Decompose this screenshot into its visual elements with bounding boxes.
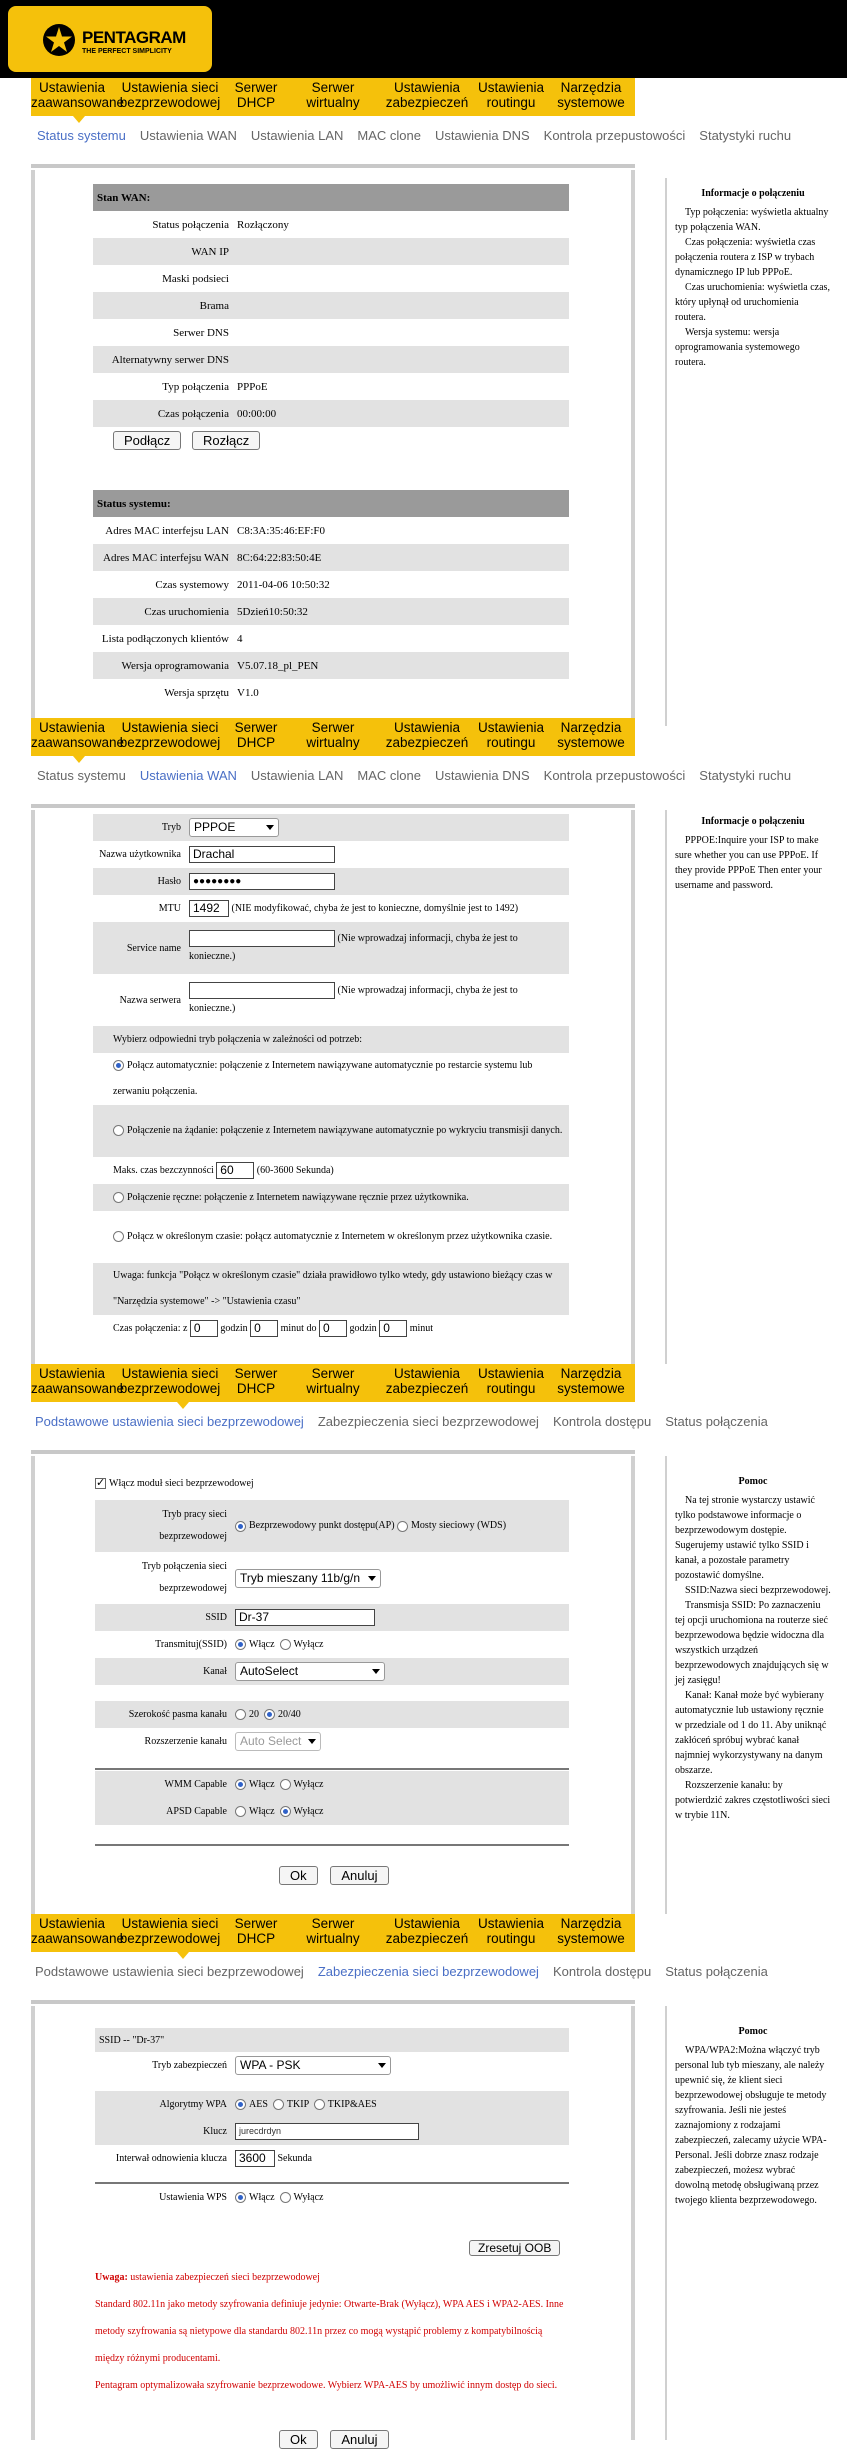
tab-status[interactable]: Status systemu (37, 768, 126, 783)
menu-wireless[interactable]: Ustawienia sieci bezprzewodowej (119, 720, 221, 750)
key-interval-input[interactable]: 3600 (235, 2150, 275, 2167)
main-menu (31, 1914, 635, 1952)
uptime-value: 5Dzień10:50:32 (233, 598, 569, 625)
idle-label: Maks. czas bezczynności (113, 1164, 214, 1176)
brand-logo (8, 6, 212, 72)
chevron-down-icon (266, 825, 274, 830)
key-input[interactable]: jurecdrdyn (235, 2123, 419, 2140)
minutes-label: minut (409, 1322, 434, 1334)
help-text: WPA/WPA2:Można włączyć tryb personal lub tyb mieszany, ale należy upewnić się, że klient sieci bezprzewodowej obsługuje te metody szyfrowania. Jeśli nie jesteś zaznajomiony z rodzajami zabezpieczeń, zalecamy użycie WPA-Personal. Jeśli dobrze znasz rodzaje zabezpieczeń, możesz wybrać dowolną metodę obsługiwaną przez twojego klienta bezprzewodowego. (675, 2045, 827, 2206)
row-label: Adres MAC interfejsu LAN (105, 524, 229, 537)
tab-bandwidth[interactable]: Kontrola przepustowości (543, 128, 686, 143)
help-panel (665, 1456, 839, 1914)
menu-virtual-server[interactable]: Serwer wirtualny (306, 1916, 360, 1946)
broadcast-off-radio[interactable] (280, 1639, 291, 1650)
timed-note: Uwaga: funkcja "Połącz w określonym czasie" działa prawidłowo tylko wtedy, gdy ustawiono bieżący czas w "Narzędzia systemowe" -> "Ustawienia czasu" (93, 1263, 569, 1315)
section-wireless-basic (0, 1364, 847, 1914)
pentagram-star-icon (42, 23, 76, 57)
menu-security[interactable]: Ustawienia zabezpieczeń (385, 1916, 469, 1946)
cancel-button[interactable]: Anuluj (330, 1866, 388, 1885)
help-text: Wersja systemu: wersja oprogramowania systemowego routera. (675, 327, 800, 368)
brand-name: PENTAGRAM (82, 28, 186, 47)
menu-dhcp[interactable]: Serwer DHCP (234, 1366, 278, 1396)
system-time-value: 2011-04-06 10:50:32 (237, 578, 330, 591)
help-title: Pomoc (738, 2026, 768, 2037)
minutes-to-label: minut do (280, 1322, 317, 1334)
brand-tagline: THE PERFECT SIMPLICITY (82, 48, 172, 55)
subnet-value (233, 265, 569, 292)
auto-connect-label: Połącz automatycznie: połączenie z Internetem nawiązywane automatycznie po restarcie systemu lub zerwaniu połączenia. (113, 1060, 533, 1097)
tab-mac-clone[interactable]: MAC clone (357, 768, 421, 783)
sub-nav (35, 1412, 768, 1431)
row-label: Serwer DNS (173, 326, 229, 339)
menu-pointer-icon (177, 1402, 189, 1409)
wps-label: Ustawienia WPS (159, 2192, 227, 2203)
chevron-down-icon (372, 1669, 380, 1674)
tab-traffic[interactable]: Statystyki ruchu (699, 128, 792, 143)
choose-mode-text: Wybierz odpowiedni tryb połączenia w zależności od potrzeb: (93, 1026, 569, 1053)
off-label: Wyłącz (293, 1638, 324, 1650)
row-label: Czas uruchomienia (93, 598, 233, 625)
main-menu (31, 78, 635, 116)
warning-text: Standard 802.11n jako metody szyfrowania definiuje jedynie: Otwarte-Brak (Wyłącz), WPA AES i WPA2-AES. Inne metody szyfrowania są nietypowe dla standardu 802.11n przez co mogą wystąpić problemy z kompatybilnością między różnymi producentami. (95, 2299, 564, 2364)
menu-wireless[interactable]: Ustawienia sieci bezprzewodowej (119, 1916, 221, 1946)
time-label: Czas połączenia: z (113, 1322, 188, 1334)
apsd-off-radio[interactable] (280, 1806, 291, 1817)
password-input[interactable]: ●●●●●●●● (189, 873, 335, 890)
server-name-label: Nazwa serwera (119, 994, 181, 1006)
server-name-input[interactable] (189, 982, 335, 999)
server-name-note: (Nie wprowadzaj informacji, chyba że jest to konieczne.) (189, 985, 518, 1014)
divider (31, 2000, 635, 2004)
ssid-input[interactable]: Dr-37 (235, 1609, 375, 1626)
tab-connection-status[interactable]: Status połączenia (665, 1414, 768, 1429)
section-wan (0, 718, 847, 1364)
divider (31, 1450, 635, 1454)
extension-channel-label: Rozszerzenie kanału (144, 1736, 227, 1747)
service-name-label: Service name (93, 922, 185, 974)
enable-wireless-checkbox[interactable] (95, 1478, 106, 1489)
row-label: Czas połączenia (93, 400, 233, 427)
tkip-aes-radio[interactable] (314, 2099, 325, 2110)
menu-advanced[interactable]: Ustawienia zaawansowane (31, 1366, 125, 1396)
help-text: Kanał: Kanał może być wybierany automatycznie lub ustawiony ręcznie w przedziale od 1 do 11. Aby uniknąć zakłóceń spróbuj wybrać kanał najmniej wykorzystywany na danym obszarze. (675, 1690, 827, 1776)
broadcast-ssid-label: Transmituj(SSID) (155, 1639, 227, 1650)
extension-channel-select[interactable]: Auto Select (235, 1732, 321, 1751)
username-input[interactable]: Drachal (189, 846, 335, 863)
menu-pointer-icon (73, 116, 85, 123)
row-label: Status połączenia (152, 218, 229, 231)
wireless-basic-table (95, 1500, 569, 1825)
wan-status-header: Stan WAN: (93, 184, 569, 211)
idle-note: (60-3600 Sekunda) (256, 1164, 334, 1176)
connection-type-value: PPPoE (237, 380, 268, 393)
ok-button[interactable]: Ok (279, 1866, 318, 1885)
tab-connection-status[interactable]: Status połączenia (665, 1964, 768, 1979)
tab-wireless-security[interactable]: Zabezpieczenia sieci bezprzewodowej (317, 1964, 539, 1979)
start-minute-input[interactable]: 0 (250, 1320, 278, 1337)
timed-connect-label: Połącz w określonym czasie: połącz automatycznie z Internetem w określonym przez użytkownika czasie. (127, 1231, 553, 1242)
ssid-title: SSID -- "Dr-37" (95, 2028, 569, 2052)
end-hour-input[interactable]: 0 (319, 1320, 347, 1337)
tab-mac-clone[interactable]: MAC clone (357, 128, 421, 143)
disconnect-button[interactable]: Rozłącz (192, 431, 260, 450)
bandwidth-40-label: 20/40 (278, 1708, 301, 1720)
divider (95, 1844, 569, 1846)
tab-access-control[interactable]: Kontrola dostępu (552, 1414, 652, 1429)
row-label: Wersja sprzętu (164, 686, 229, 699)
menu-wireless[interactable]: Ustawienia sieci bezprzewodowej (119, 1366, 221, 1396)
menu-virtual-server[interactable]: Serwer wirtualny (306, 720, 360, 750)
bandwidth-20-radio[interactable] (235, 1709, 246, 1720)
menu-virtual-server[interactable]: Serwer wirtualny (306, 1366, 360, 1396)
manual-connect-radio[interactable] (113, 1192, 124, 1203)
gateway-value (233, 292, 569, 319)
work-mode-label: Tryb pracy sieci bezprzewodowej (95, 1500, 231, 1552)
on-label: Włącz (249, 1778, 275, 1790)
menu-routing[interactable]: Ustawienia routingu (477, 1366, 545, 1396)
bandwidth-40-radio[interactable] (264, 1709, 275, 1720)
row-label: Lista podłączonych klientów (101, 632, 229, 645)
menu-routing[interactable]: Ustawienia routingu (477, 80, 545, 110)
main-panel (31, 170, 635, 726)
row-label: WAN IP (93, 238, 233, 265)
bandwidth-20-label: 20 (249, 1708, 259, 1720)
tab-status[interactable]: Status systemu (37, 128, 126, 143)
menu-routing[interactable]: Ustawienia routingu (477, 720, 545, 750)
broadcast-on-radio[interactable] (235, 1639, 246, 1650)
password-label: Hasło (93, 868, 185, 895)
wmm-on-radio[interactable] (235, 1779, 246, 1790)
on-label: Włącz (249, 2191, 275, 2203)
chevron-down-icon (368, 1576, 376, 1581)
network-mode-label: Tryb połączenia sieci bezprzewodowej (141, 1561, 227, 1594)
chevron-down-icon (308, 1739, 316, 1744)
tab-lan[interactable]: Ustawienia LAN (250, 128, 344, 143)
off-label: Wyłącz (293, 1805, 324, 1817)
help-panel (665, 2006, 839, 2440)
row-label: Maski podsieci (162, 272, 229, 285)
security-mode-select[interactable]: WPA - PSK (235, 2056, 391, 2075)
menu-wireless[interactable]: Ustawienia sieci bezprzewodowej (119, 80, 221, 110)
menu-routing[interactable]: Ustawienia routingu (477, 1916, 545, 1946)
alt-dns-value (233, 346, 569, 373)
key-interval-unit: Sekunda (277, 2152, 312, 2164)
mtu-label: MTU (158, 903, 181, 914)
tkip-radio[interactable] (273, 2099, 284, 2110)
menu-tools[interactable]: Narzędzia systemowe (557, 720, 625, 750)
sub-nav (35, 1962, 768, 1981)
connection-status-value: Rozłączony (237, 218, 289, 231)
security-warning (95, 2264, 569, 2399)
end-minute-input[interactable]: 0 (379, 1320, 407, 1337)
wan-mac-value: 8C:64:22:83:50:4E (233, 544, 569, 571)
on-label: Włącz (249, 1805, 275, 1817)
divider (31, 164, 635, 168)
help-title: Pomoc (738, 1476, 768, 1487)
tab-dns[interactable]: Ustawienia DNS (435, 128, 530, 143)
section-wireless-security (0, 1914, 847, 2447)
network-mode-select[interactable]: Tryb mieszany 11b/g/n (235, 1569, 381, 1588)
menu-dhcp[interactable]: Serwer DHCP (234, 80, 278, 110)
sub-nav (37, 126, 792, 145)
tab-access-control[interactable]: Kontrola dostępu (552, 1964, 652, 1979)
main-menu (31, 1364, 635, 1402)
off-label: Wyłącz (293, 2191, 324, 2203)
wpa-algorithm-label: Algorytmy WPA (95, 2091, 231, 2118)
apsd-on-radio[interactable] (235, 1806, 246, 1817)
row-label: Typ połączenia (162, 380, 229, 393)
menu-pointer-icon (73, 756, 85, 763)
on-label: Włącz (249, 1638, 275, 1650)
sub-nav (37, 766, 792, 785)
help-text: Czas połączenia: wyświetla czas połączenia routera z ISP w trybach dynamicznego IP lub PPPoE. (675, 237, 816, 278)
help-text: Czas uruchomienia: wyświetla czas, który upłynął od uruchomienia routera. (675, 282, 830, 323)
firmware-value: V5.07.18_pl_PEN (233, 652, 569, 679)
wds-mode-radio[interactable] (397, 1521, 408, 1532)
menu-tools[interactable]: Narzędzia systemowe (557, 80, 625, 110)
main-panel (31, 810, 635, 1364)
warning-text: Pentagram optymalizowała szyfrowanie bezprzewodowe. Wybierz WPA-AES by umożliwić innym dostęp do sieci. (95, 2380, 558, 2391)
key-interval-label: Interwał odnowienia klucza (115, 2153, 227, 2164)
off-label: Wyłącz (293, 1778, 324, 1790)
menu-pointer-icon (177, 1952, 189, 1959)
divider (95, 2182, 569, 2184)
system-status-header: Status systemu: (93, 490, 569, 517)
help-panel (665, 178, 839, 726)
row-label: Wersja oprogramowania (93, 652, 233, 679)
channel-select[interactable]: AutoSelect (235, 1662, 385, 1681)
on-demand-label: Połączenie na żądanie: połączenie z Internetem nawiązywane automatycznie po wykryciu transmisji danych. (127, 1125, 563, 1136)
help-title: Informacje o połączeniu (701, 816, 805, 827)
tab-traffic[interactable]: Statystyki ruchu (699, 768, 792, 783)
ok-button[interactable]: Ok (279, 2430, 318, 2449)
tab-wireless-basic[interactable]: Podstawowe ustawienia sieci bezprzewodowej (35, 1964, 304, 1979)
start-hour-input[interactable]: 0 (190, 1320, 218, 1337)
wmm-label: WMM Capable (95, 1771, 231, 1798)
tab-wan[interactable]: Ustawienia WAN (139, 128, 237, 143)
auto-connect-radio[interactable] (113, 1060, 124, 1071)
apsd-label: APSD Capable (95, 1798, 231, 1825)
bandwidth-label: Szerokość pasma kanału (95, 1701, 231, 1728)
help-text: Transmisja SSID: Po zaznaczeniu tej opcji uruchomiona na routerze sieć bezprzewodowa będzie widoczna dla wszystkich urządzeń bezprzewodowych znajdujących się w jej zasięgu! (675, 1600, 829, 1686)
timed-connect-radio[interactable] (113, 1231, 124, 1242)
lan-mac-value: C8:3A:35:46:EF:F0 (237, 524, 326, 537)
service-name-note: (Nie wprowadzaj informacji, chyba że jest to konieczne.) (189, 933, 518, 962)
menu-virtual-server[interactable]: Serwer wirtualny (306, 80, 360, 110)
menu-dhcp[interactable]: Serwer DHCP (234, 1916, 278, 1946)
tkip-label: TKIP (286, 2098, 309, 2110)
tab-wan[interactable]: Ustawienia WAN (139, 768, 237, 783)
menu-tools[interactable]: Narzędzia systemowe (557, 1916, 625, 1946)
hours-label: godzin (220, 1322, 248, 1334)
tab-dns[interactable]: Ustawienia DNS (435, 768, 530, 783)
warning-text: ustawienia zabezpieczeń sieci bezprzewodowej (130, 2272, 320, 2283)
cancel-button[interactable]: Anuluj (330, 2430, 388, 2449)
row-label: Czas systemowy (155, 578, 229, 591)
dns-value (233, 319, 569, 346)
clients-value: 4 (237, 632, 243, 645)
ap-mode-radio[interactable] (235, 1521, 246, 1532)
menu-security[interactable]: Ustawienia zabezpieczeń (385, 1366, 469, 1396)
manual-connect-label: Połączenie ręczne: połączenie z Internetem nawiązywane ręcznie przez użytkownika. (127, 1191, 469, 1203)
wan-settings-table (93, 814, 569, 1342)
menu-advanced[interactable]: Ustawienia zaawansowane (31, 80, 125, 110)
ap-mode-label: Bezprzewodowy punkt dostępu(AP) (249, 1520, 395, 1532)
help-text: PPPOE:Inquire your ISP to make sure whether you can use PPPoE. If they provide PPPoE Then enter your username and password. (675, 835, 822, 891)
hours-label: godzin (349, 1322, 377, 1334)
help-title: Informacje o połączeniu (701, 188, 805, 199)
row-label: Adres MAC interfejsu WAN (93, 544, 233, 571)
menu-security[interactable]: Ustawienia zabezpieczeń (385, 720, 469, 750)
wps-on-radio[interactable] (235, 2192, 246, 2203)
tab-lan[interactable]: Ustawienia LAN (250, 768, 344, 783)
row-label: Brama (93, 292, 233, 319)
key-label: Klucz (95, 2118, 231, 2145)
row-label: Alternatywny serwer DNS (93, 346, 233, 373)
help-text: Na tej stronie wystarczy ustawić tylko podstawowe informacje o bezprzewodowym dostępie. Sugerujemy ustawić tylko SSID i kanał, a pozostałe parametry pozostawić domyślne. (675, 1495, 815, 1581)
idle-time-input[interactable]: 60 (216, 1162, 254, 1179)
username-label: Nazwa użytkownika (99, 849, 181, 860)
service-name-input[interactable] (189, 930, 335, 947)
top-header (0, 0, 847, 78)
wan-ip-value (233, 238, 569, 265)
help-text: Typ połączenia: wyświetla aktualny typ połączenia WAN. (675, 207, 829, 233)
tab-wireless-basic[interactable]: Podstawowe ustawienia sieci bezprzewodowej (35, 1414, 304, 1429)
help-panel (665, 810, 839, 1364)
enable-wireless-label: Włącz moduł sieci bezprzewodowej (109, 1478, 254, 1489)
tab-wireless-security[interactable]: Zabezpieczenia sieci bezprzewodowej (317, 1414, 539, 1429)
divider (31, 804, 635, 808)
wan-mode-select[interactable]: PPPOE (189, 818, 279, 837)
mtu-input[interactable]: 1492 (189, 900, 229, 917)
ssid-label: SSID (95, 1604, 231, 1631)
menu-advanced[interactable]: Ustawienia zaawansowane (31, 1916, 125, 1946)
menu-dhcp[interactable]: Serwer DHCP (234, 720, 278, 750)
on-demand-radio[interactable] (113, 1125, 124, 1136)
menu-security[interactable]: Ustawienia zabezpieczeń (385, 80, 469, 110)
tkip-aes-label: TKIP&AES (327, 2098, 377, 2110)
main-panel (31, 2006, 635, 2447)
section-status (0, 78, 847, 726)
help-text: SSID:Nazwa sieci bezprzewodowej. (685, 1585, 831, 1596)
tab-bandwidth[interactable]: Kontrola przepustowości (543, 768, 686, 783)
aes-radio[interactable] (235, 2099, 246, 2110)
menu-advanced[interactable]: Ustawienia zaawansowane (31, 720, 125, 750)
main-menu (31, 718, 635, 756)
wan-status-table (93, 184, 569, 454)
aes-label: AES (249, 2098, 268, 2110)
wmm-off-radio[interactable] (280, 1779, 291, 1790)
security-mode-label: Tryb zabezpieczeń (152, 2060, 227, 2071)
connection-time-value: 00:00:00 (233, 400, 569, 427)
mtu-note: (NIE modyfikować, chyba że jest to konieczne, domyślnie jest to 1492) (231, 902, 519, 914)
chevron-down-icon (378, 2063, 386, 2068)
wds-mode-label: Mosty sieciowy (WDS) (411, 1520, 507, 1532)
reset-oob-button[interactable]: Zresetuj OOB (469, 2240, 560, 2256)
warning-title: Uwaga: (95, 2272, 128, 2283)
system-status-table (93, 490, 569, 706)
help-text: Rozszerzenie kanału: by potwierdzić zakres częstotliwości sieci w trybie 11N. (675, 1780, 831, 1821)
main-panel (31, 1456, 635, 1914)
wps-off-radio[interactable] (280, 2192, 291, 2203)
channel-label: Kanał (95, 1658, 231, 1685)
hardware-value: V1.0 (237, 686, 259, 699)
divider (95, 1768, 569, 1770)
connect-button[interactable]: Podłącz (113, 431, 181, 450)
mode-label: Tryb (93, 814, 185, 841)
menu-tools[interactable]: Narzędzia systemowe (557, 1366, 625, 1396)
